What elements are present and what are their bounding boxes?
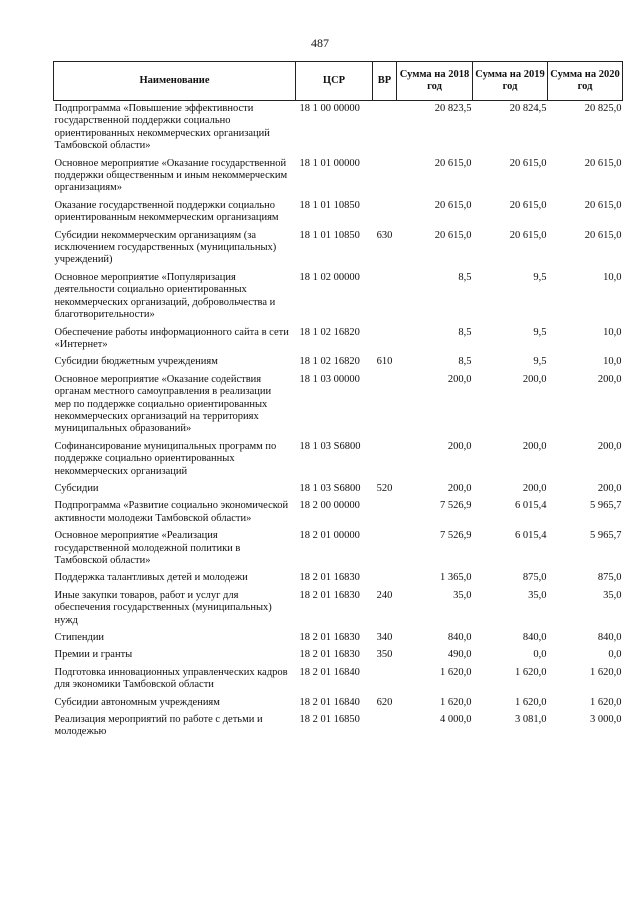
row-csr: 18 2 01 16830 [299,589,360,601]
row-name: Оказание государственной поддержки социально ориентированным некоммерческим организациям [54,199,279,224]
row-name: Субсидии бюджетным учреждениям [54,356,218,368]
row-sum-2018: 20 615,0 [434,199,472,211]
row-sum-2019: 840,0 [522,632,547,644]
budget-table [53,61,623,742]
row-sum-2018: 7 526,9 [440,500,472,512]
table-row [54,647,623,664]
row-sum-2019: 20 615,0 [509,157,547,169]
row-sum-2018: 200,0 [447,373,472,385]
row-name: Реализация мероприятий по работе с детьми и молодежью [54,714,263,738]
row-vr [373,156,397,198]
table-body [54,101,623,742]
table-header [54,62,623,101]
row-sum-2019: 1 620,0 [515,666,547,678]
row-csr: 18 1 02 16820 [299,326,360,338]
row-name: Основное мероприятие «Оказание государственной поддержки общественным и иным некоммерческим организациям» [54,157,288,194]
row-vr [373,101,397,156]
header-vr: ВР [373,62,397,101]
row-sum-2020: 20 615,0 [584,229,622,241]
row-csr: 18 1 01 10850 [299,229,360,241]
row-sum-2020: 200,0 [597,482,622,494]
row-csr: 18 2 01 16840 [299,696,360,708]
row-csr: 18 2 00 00000 [299,500,360,512]
header-row [54,62,623,101]
row-sum-2019: 20 615,0 [509,199,547,211]
row-csr: 18 1 03 S6800 [299,482,361,494]
row-sum-2019: 200,0 [522,440,547,452]
row-sum-2020: 5 965,7 [590,500,622,512]
row-name: Субсидии [54,482,99,494]
row-sum-2018: 8,5 [458,326,472,338]
row-sum-2018: 20 823,5 [434,103,472,114]
row-vr: 630 [376,229,393,241]
row-name: Основное мероприятие «Популяризация деятельности социально ориентированных некоммерческих организаций, добровольчества и благотворительности» [54,271,276,321]
row-csr: 18 2 01 16840 [299,666,360,678]
row-sum-2020: 10,0 [603,326,622,338]
row-sum-2020: 20 615,0 [584,199,622,211]
row-name: Премии и гранты [54,649,133,661]
table-row [54,198,623,228]
row-csr: 18 1 00 00000 [299,103,360,114]
row-name: Подготовка инновационных управленческих кадров для экономики Тамбовской области [54,666,288,691]
row-sum-2020: 1 620,0 [590,666,622,678]
table-row [54,228,623,270]
row-name: Подпрограмма «Развитие социально экономической активности молодежи Тамбовской области» [54,500,289,524]
row-sum-2018: 840,0 [447,632,472,644]
table-row [54,570,623,587]
row-vr: 350 [376,649,393,661]
row-csr: 18 2 01 16850 [299,714,360,726]
row-csr: 18 1 01 10850 [299,199,360,211]
row-sum-2020: 20 825,0 [584,103,622,114]
row-sum-2019: 6 015,4 [515,530,547,542]
header-name: Наименование [54,62,296,101]
header-csr: ЦСР [296,62,373,101]
row-name: Иные закупки товаров, работ и услуг для обеспечения государственных (муниципальных) нужд [54,589,272,626]
row-csr: 18 1 02 00000 [299,271,360,283]
row-name: Субсидии некоммерческим организациям (за исключением государственных (муниципальных) учреждений) [54,229,277,266]
row-sum-2020: 35,0 [603,589,622,601]
table-row [54,439,623,481]
row-sum-2018: 1 620,0 [440,696,472,708]
row-sum-2018: 8,5 [458,356,472,368]
row-sum-2019: 9,5 [533,326,547,338]
row-sum-2019: 875,0 [522,572,547,584]
table-row [54,354,623,371]
table-row [54,372,623,439]
row-csr: 18 1 03 S6800 [299,440,361,452]
row-sum-2020: 200,0 [597,440,622,452]
header-sum-2020: Сумма на 2020 год [548,62,623,101]
row-sum-2020: 10,0 [603,356,622,368]
row-sum-2020: 200,0 [597,373,622,385]
row-vr [373,712,397,742]
row-csr: 18 2 01 16830 [299,572,360,584]
row-vr: 610 [376,356,393,368]
row-name: Софинансирование муниципальных программ по поддержке социально ориентированных некоммерческих организаций [54,440,277,477]
row-vr [373,498,397,528]
row-vr [373,372,397,439]
header-sum-2019: Сумма на 2019 год [473,62,548,101]
row-sum-2020: 3 000,0 [590,714,622,726]
table-row [54,481,623,498]
row-sum-2019: 9,5 [533,356,547,368]
row-sum-2018: 1 365,0 [440,572,472,584]
row-sum-2018: 8,5 [458,271,472,283]
row-sum-2019: 9,5 [533,271,547,283]
table-row [54,712,623,742]
row-sum-2019: 35,0 [528,589,547,601]
table-row [54,665,623,695]
row-sum-2020: 10,0 [603,271,622,283]
row-csr: 18 2 01 16830 [299,632,360,644]
table-row [54,270,623,325]
row-vr [373,570,397,587]
row-sum-2020: 1 620,0 [590,696,622,708]
row-sum-2018: 35,0 [453,589,472,601]
row-sum-2019: 6 015,4 [515,500,547,512]
row-sum-2019: 20 615,0 [509,229,547,241]
row-name: Обеспечение работы информационного сайта в сети «Интернет» [54,326,289,350]
row-vr [373,439,397,481]
table-row [54,498,623,528]
row-vr [373,198,397,228]
row-sum-2019: 3 081,0 [515,714,547,726]
row-vr: 240 [376,589,393,601]
table-row [54,156,623,198]
row-vr [373,270,397,325]
row-sum-2018: 20 615,0 [434,229,472,241]
row-csr: 18 1 02 16820 [299,356,360,368]
table-row [54,630,623,647]
row-sum-2019: 0,0 [533,649,547,661]
row-sum-2020: 20 615,0 [584,157,622,169]
row-csr: 18 2 01 00000 [299,530,360,542]
row-vr: 520 [376,482,393,494]
row-sum-2018: 200,0 [447,440,472,452]
row-vr [373,325,397,355]
row-sum-2018: 7 526,9 [440,530,472,542]
row-vr [373,665,397,695]
row-name: Основное мероприятие «Оказание содействия органам местного самоуправления в реализации мер по поддержке социально ориентированных некоммерческих организаций на территориях муниципальных образований» [54,373,272,435]
row-sum-2019: 200,0 [522,373,547,385]
row-sum-2019: 1 620,0 [515,696,547,708]
table-row [54,528,623,570]
row-sum-2019: 20 824,5 [509,103,547,114]
row-csr: 18 1 03 00000 [299,373,360,385]
row-name: Стипендии [54,632,105,644]
table-row [54,325,623,355]
row-sum-2020: 5 965,7 [590,530,622,542]
row-sum-2020: 875,0 [597,572,622,584]
row-sum-2018: 4 000,0 [440,714,472,726]
table-row [54,588,623,630]
row-vr [373,528,397,570]
row-sum-2018: 20 615,0 [434,157,472,169]
row-sum-2019: 200,0 [522,482,547,494]
row-csr: 18 1 01 00000 [299,157,360,169]
row-sum-2018: 1 620,0 [440,666,472,678]
table-row [54,695,623,712]
row-sum-2020: 840,0 [597,632,622,644]
row-sum-2020: 0,0 [608,649,622,661]
row-sum-2018: 200,0 [447,482,472,494]
page-number: 487 [311,36,329,50]
row-csr: 18 2 01 16830 [299,649,360,661]
header-sum-2018: Сумма на 2018 год [397,62,473,101]
row-sum-2018: 490,0 [447,649,472,661]
row-vr: 620 [376,696,393,708]
row-name: Поддержка талантливых детей и молодежи [54,572,248,584]
row-name: Субсидии автономным учреждениям [54,696,220,708]
row-name: Основное мероприятие «Реализация государственной молодежной политики в Тамбовской области» [54,530,241,566]
table-row [54,101,623,156]
row-name: Подпрограмма «Повышение эффективности государственной поддержки социально ориентированных некоммерческих организаций Тамбовской области» [54,103,270,152]
row-vr: 340 [376,632,393,644]
